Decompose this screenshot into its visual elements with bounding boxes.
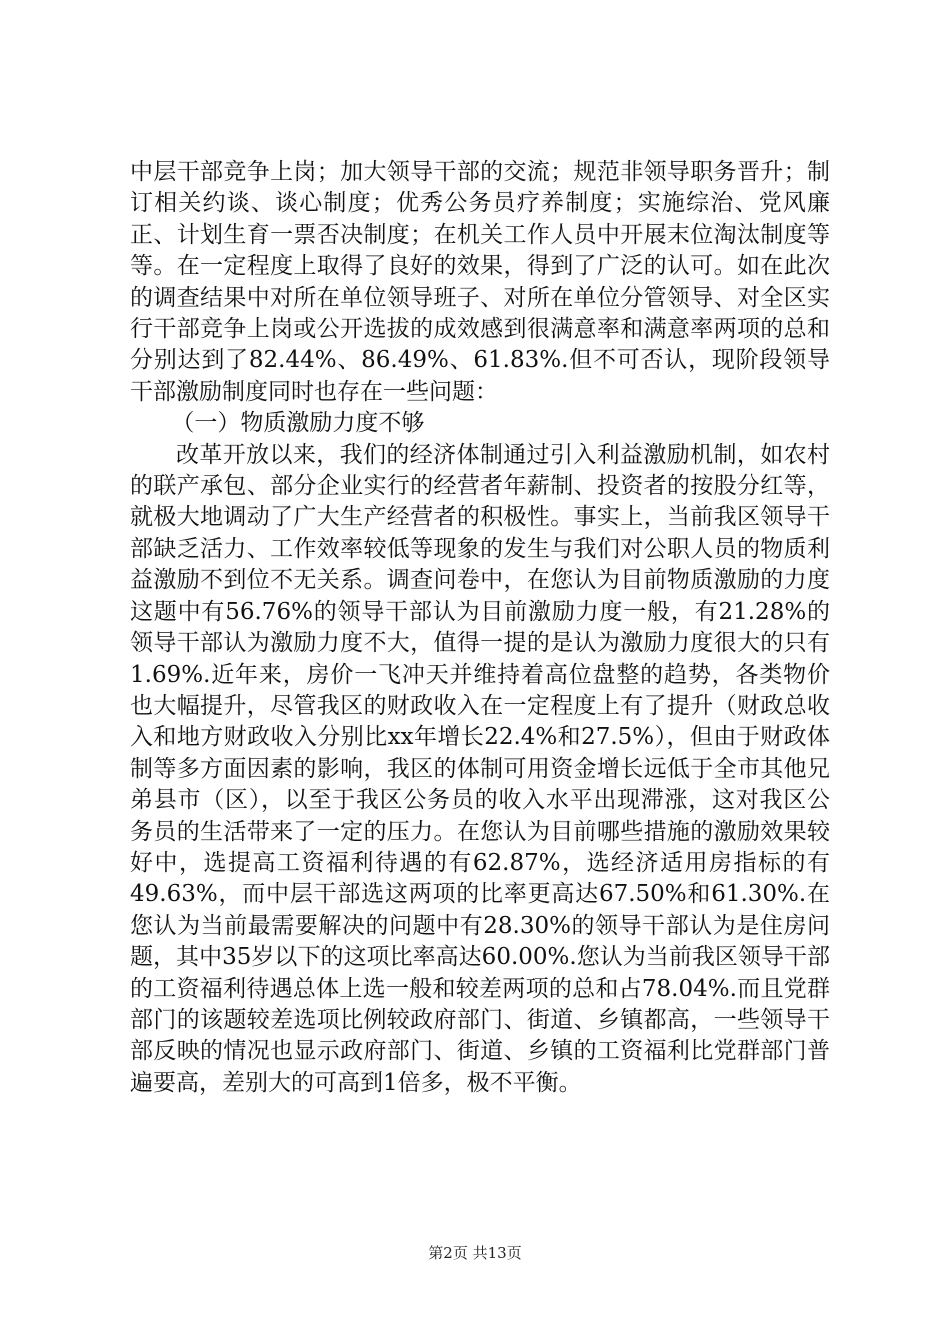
paragraph: 改革开放以来，我们的经济体制通过引入利益激励机制，如农村的联产承包、部分企业实行的经营者年薪制、投资者的按股分红等，就极大地调动了广大生产经营者的积极性。事实上，当前我区领导干部缺乏活力、工作效率较低等现象的发生与我们对公职人员的物质利益激励不到位不无关系。调查问卷中，在您认为目前物质激励的力度这题中有56.76%的领导干部认为目前激励力度一般，有21.28%的领导干部认为激励力度不大，值得一提的是认为激励力度很大的只有1.69%.近年来，房价一飞冲天并维持着高位盘整的趋势，各类物价也大幅提升，尽管我区的财政收入在一定程度上有了提升（财政总收入和地方财政收入分别比xx年增长22.4%和27.5%），但由于财政体制等多方面因素的影响，我区的体制可用资金增长远低于全市其他兄弟县市（区），以至于我区公务员的收入水平出现滞涨，这对我区公务员的生活带来了一定的压力。在您认为目前哪些措施的激励效果较好中，选提高工资福利待遇的有62.87%，选经济适用房指标的有49.63%，而中层干部选这两项的比率更高达67.50%和61.30%.在您认为当前最需要解决的问题中有28.30%的领导干部认为是住房问题，其中35岁以下的这项比率高达60.00%.您认为当前我区领导干部的工资福利待遇总体上选一般和较差两项的总和占78.04%.而且党群部门的该题较差选项比例较政府部门、街道、乡镇都高，一些领导干部反映的情况也显示政府部门、街道、乡镇的工资福利比党群部门普遍要高，差别大的可高到1倍多，极不平衡。 [130, 441, 830, 1096]
page-footer: 第2页 共13页 [428, 1244, 522, 1262]
section-heading: （一）物质激励力度不够 [171, 410, 425, 437]
document-body [130, 157, 830, 1099]
paragraph-continued: 中层干部竞争上岗；加大领导干部的交流；规范非领导职务晋升；制订相关约谈、谈心制度；优秀公务员疗养制度；实施综治、党风廉正、计划生育一票否决制度；在机关工作人员中开展末位淘汰制度等等。在一定程度上取得了良好的效果，得到了广泛的认可。如在此次的调查结果中对所在单位领导班子、对所在单位分管领导、对全区实行干部竞争上岗或公开选拔的成效感到很满意率和满意率两项的总和分别达到了82.44%、86.49%、61.83%.但不可否认，现阶段领导干部激励制度同时也存在一些问题： [130, 159, 830, 405]
